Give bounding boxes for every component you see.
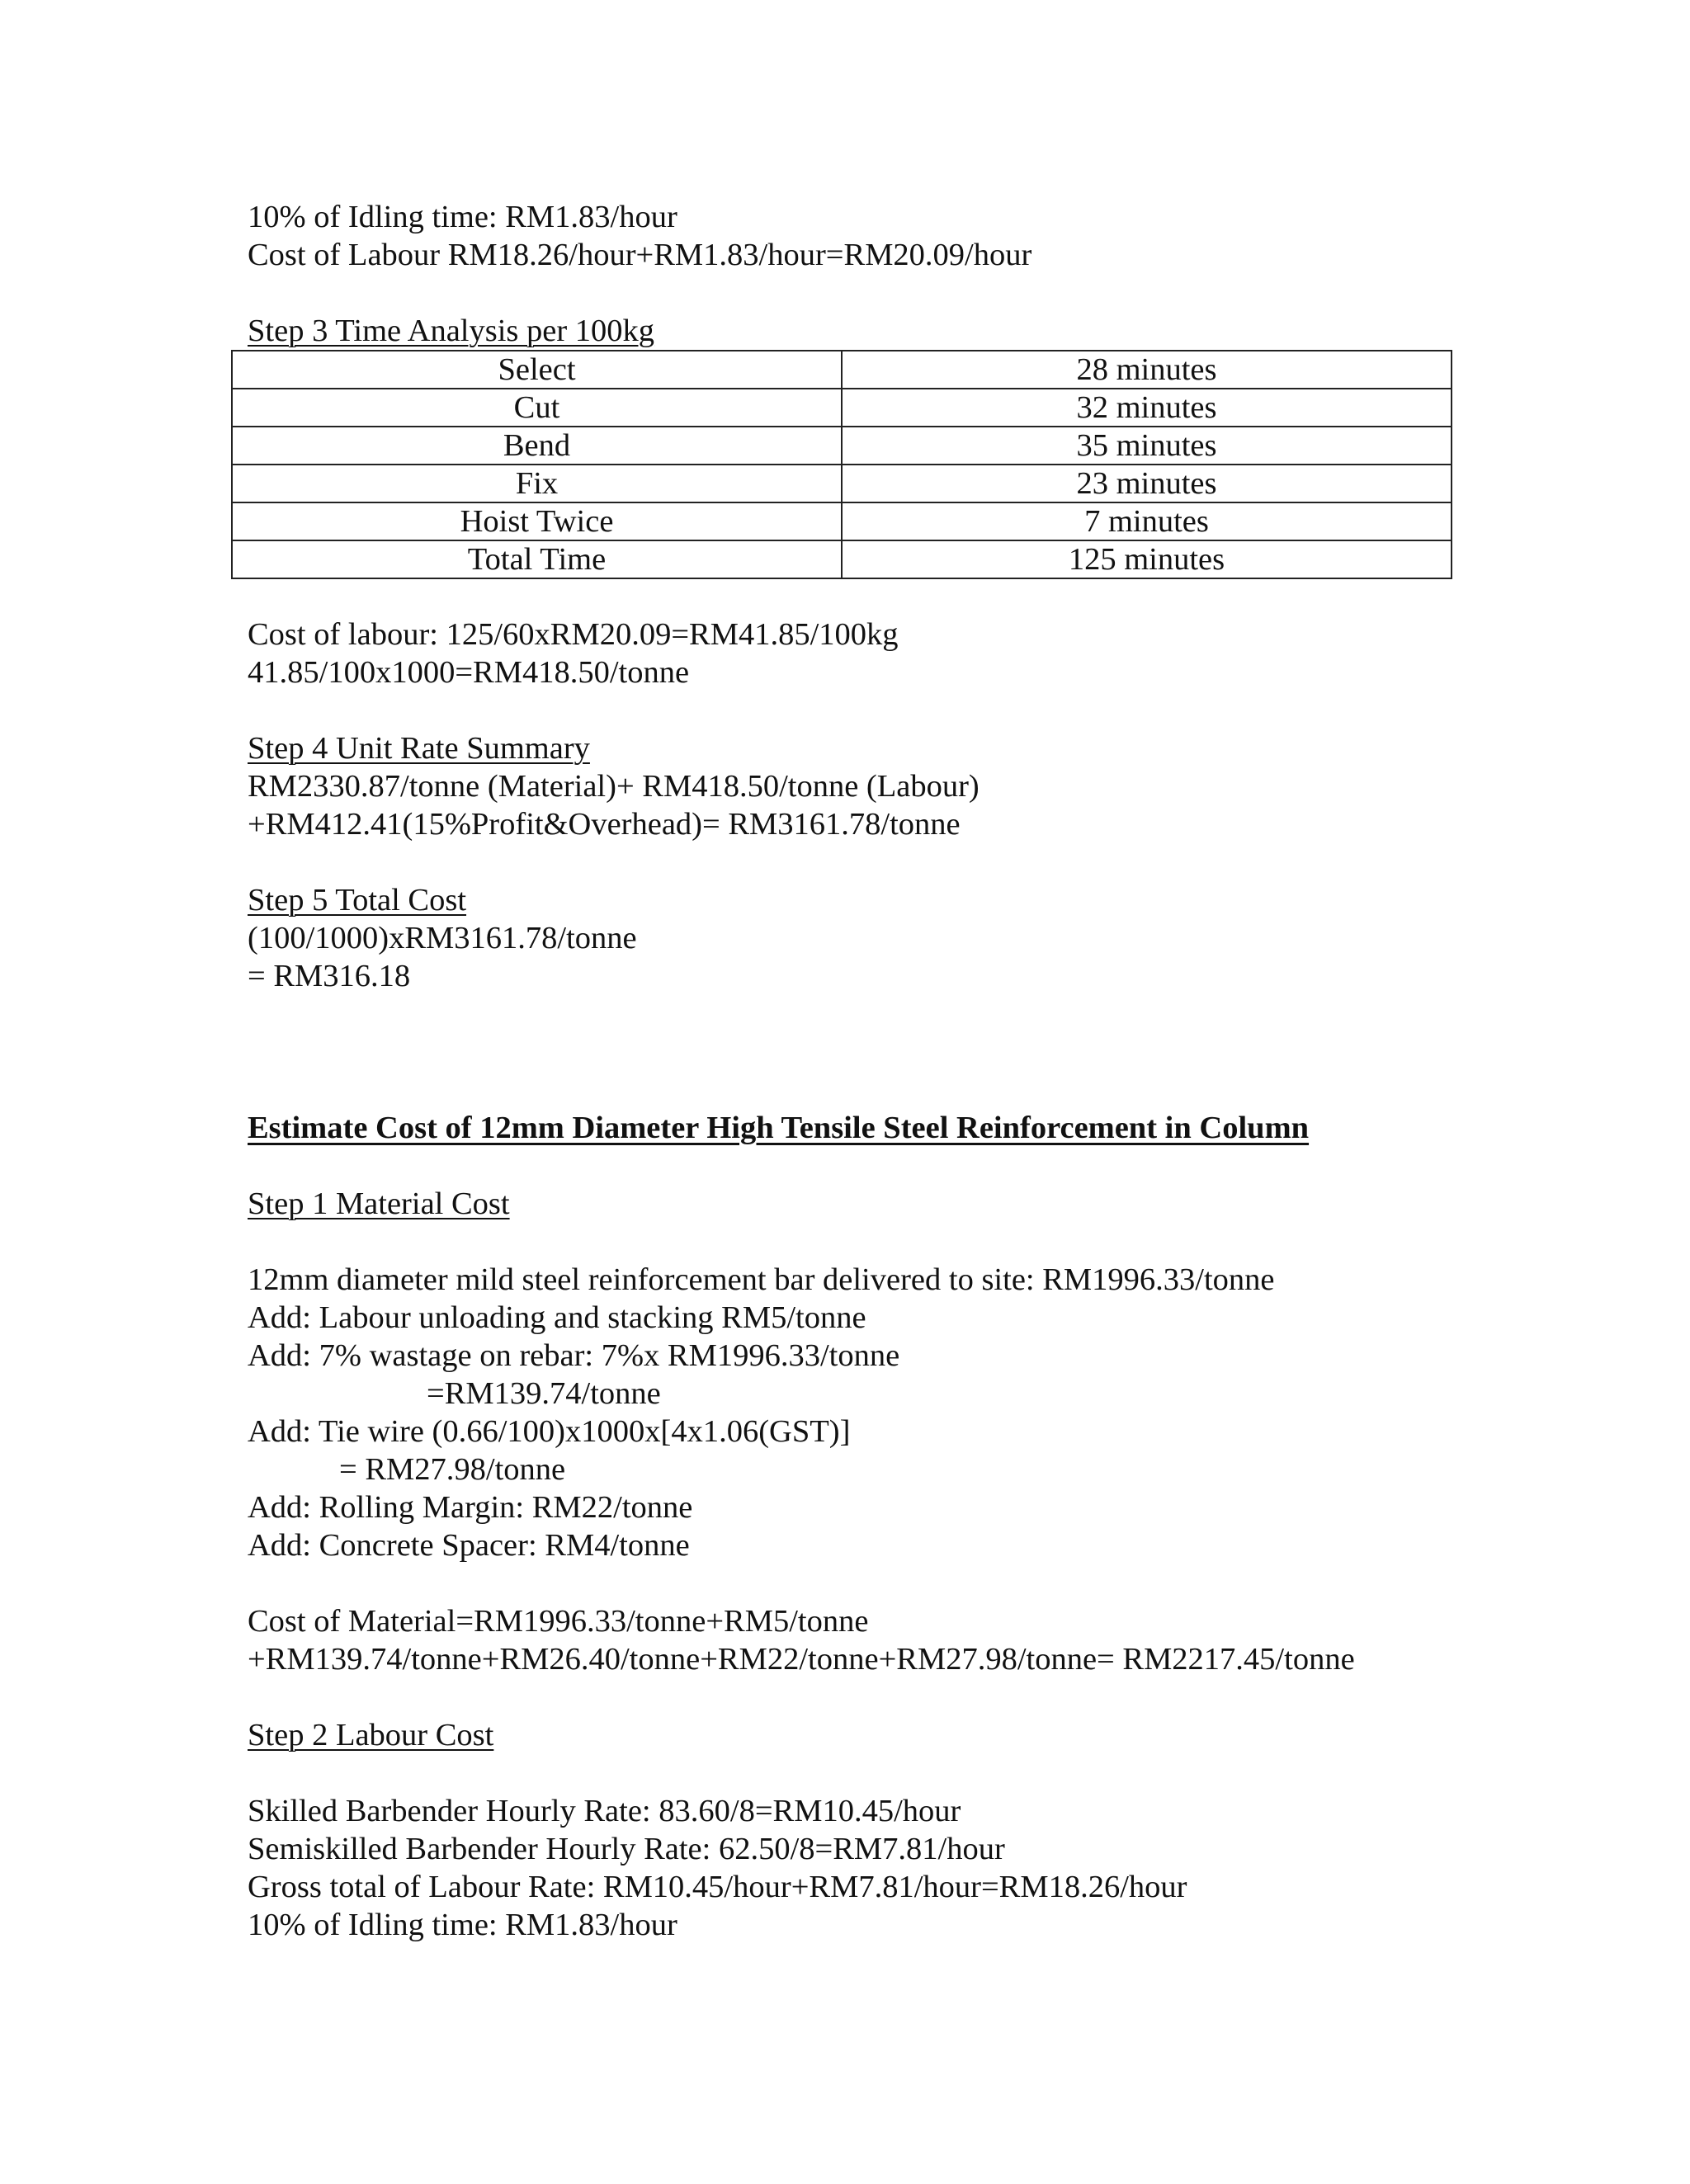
step5-heading: Step 5 Total Cost <box>248 883 467 917</box>
task-cell: Select <box>232 351 842 389</box>
task-cell: Cut <box>232 389 842 427</box>
step2-heading: Step 2 Labour Cost <box>248 1718 494 1752</box>
section-title: Estimate Cost of 12mm Diameter High Tensile Steel Reinforcement in Column <box>248 1111 1310 1145</box>
text-line: Cost of Labour RM18.26/hour+RM1.83/hour=RM20.09/hour <box>248 238 1032 272</box>
text-line: Add: 7% wastage on rebar: 7%x RM1996.33/tonne <box>248 1338 900 1373</box>
table-row <box>232 502 1452 540</box>
text-line: Add: Concrete Spacer: RM4/tonne <box>248 1528 690 1563</box>
time-cell: 7 minutes <box>842 502 1452 540</box>
time-cell: 23 minutes <box>842 465 1452 502</box>
text-line: Add: Tie wire (0.66/100)x1000x[4x1.06(GST)] <box>248 1414 851 1449</box>
text-line: Cost of Material=RM1996.33/tonne+RM5/tonne <box>248 1604 869 1639</box>
step3-heading: Step 3 Time Analysis per 100kg <box>248 314 655 348</box>
text-line: Gross total of Labour Rate: RM10.45/hour+RM7.81/hour=RM18.26/hour <box>248 1870 1187 1904</box>
text-line: 10% of Idling time: RM1.83/hour <box>248 200 677 234</box>
text-line: RM2330.87/tonne (Material)+ RM418.50/tonne (Labour) <box>248 769 980 804</box>
time-cell: 28 minutes <box>842 351 1452 389</box>
task-cell: Bend <box>232 427 842 465</box>
text-line: 10% of Idling time: RM1.83/hour <box>248 1908 677 1942</box>
text-line: 41.85/100x1000=RM418.50/tonne <box>248 655 690 690</box>
table-row <box>232 540 1452 578</box>
step1-heading: Step 1 Material Cost <box>248 1186 510 1221</box>
step4-heading: Step 4 Unit Rate Summary <box>248 731 590 766</box>
table-row <box>232 427 1452 465</box>
text-line: Cost of labour: 125/60xRM20.09=RM41.85/100kg <box>248 617 899 652</box>
table-row <box>232 389 1452 427</box>
text-line: (100/1000)xRM3161.78/tonne <box>248 921 637 955</box>
task-cell: Total Time <box>232 540 842 578</box>
task-cell: Hoist Twice <box>232 502 842 540</box>
text-line: Semiskilled Barbender Hourly Rate: 62.50/8=RM7.81/hour <box>248 1832 1005 1866</box>
text-line: +RM412.41(15%Profit&Overhead)= RM3161.78/tonne <box>248 807 961 842</box>
text-line: 12mm diameter mild steel reinforcement bar delivered to site: RM1996.33/tonne <box>248 1262 1275 1297</box>
text-line: =RM139.74/tonne <box>427 1376 661 1411</box>
time-analysis-table <box>231 350 1452 579</box>
table-row <box>232 351 1452 389</box>
table-row <box>232 465 1452 502</box>
text-line: Add: Rolling Margin: RM22/tonne <box>248 1490 693 1525</box>
text-line: = RM316.18 <box>248 959 411 993</box>
time-cell: 125 minutes <box>842 540 1452 578</box>
time-cell: 32 minutes <box>842 389 1452 427</box>
text-line: +RM139.74/tonne+RM26.40/tonne+RM22/tonne+RM27.98/tonne= RM2217.45/tonne <box>248 1642 1355 1677</box>
task-cell: Fix <box>232 465 842 502</box>
text-line: Skilled Barbender Hourly Rate: 83.60/8=RM10.45/hour <box>248 1794 961 1828</box>
text-line: = RM27.98/tonne <box>339 1452 566 1487</box>
time-cell: 35 minutes <box>842 427 1452 465</box>
text-line: Add: Labour unloading and stacking RM5/tonne <box>248 1300 866 1335</box>
